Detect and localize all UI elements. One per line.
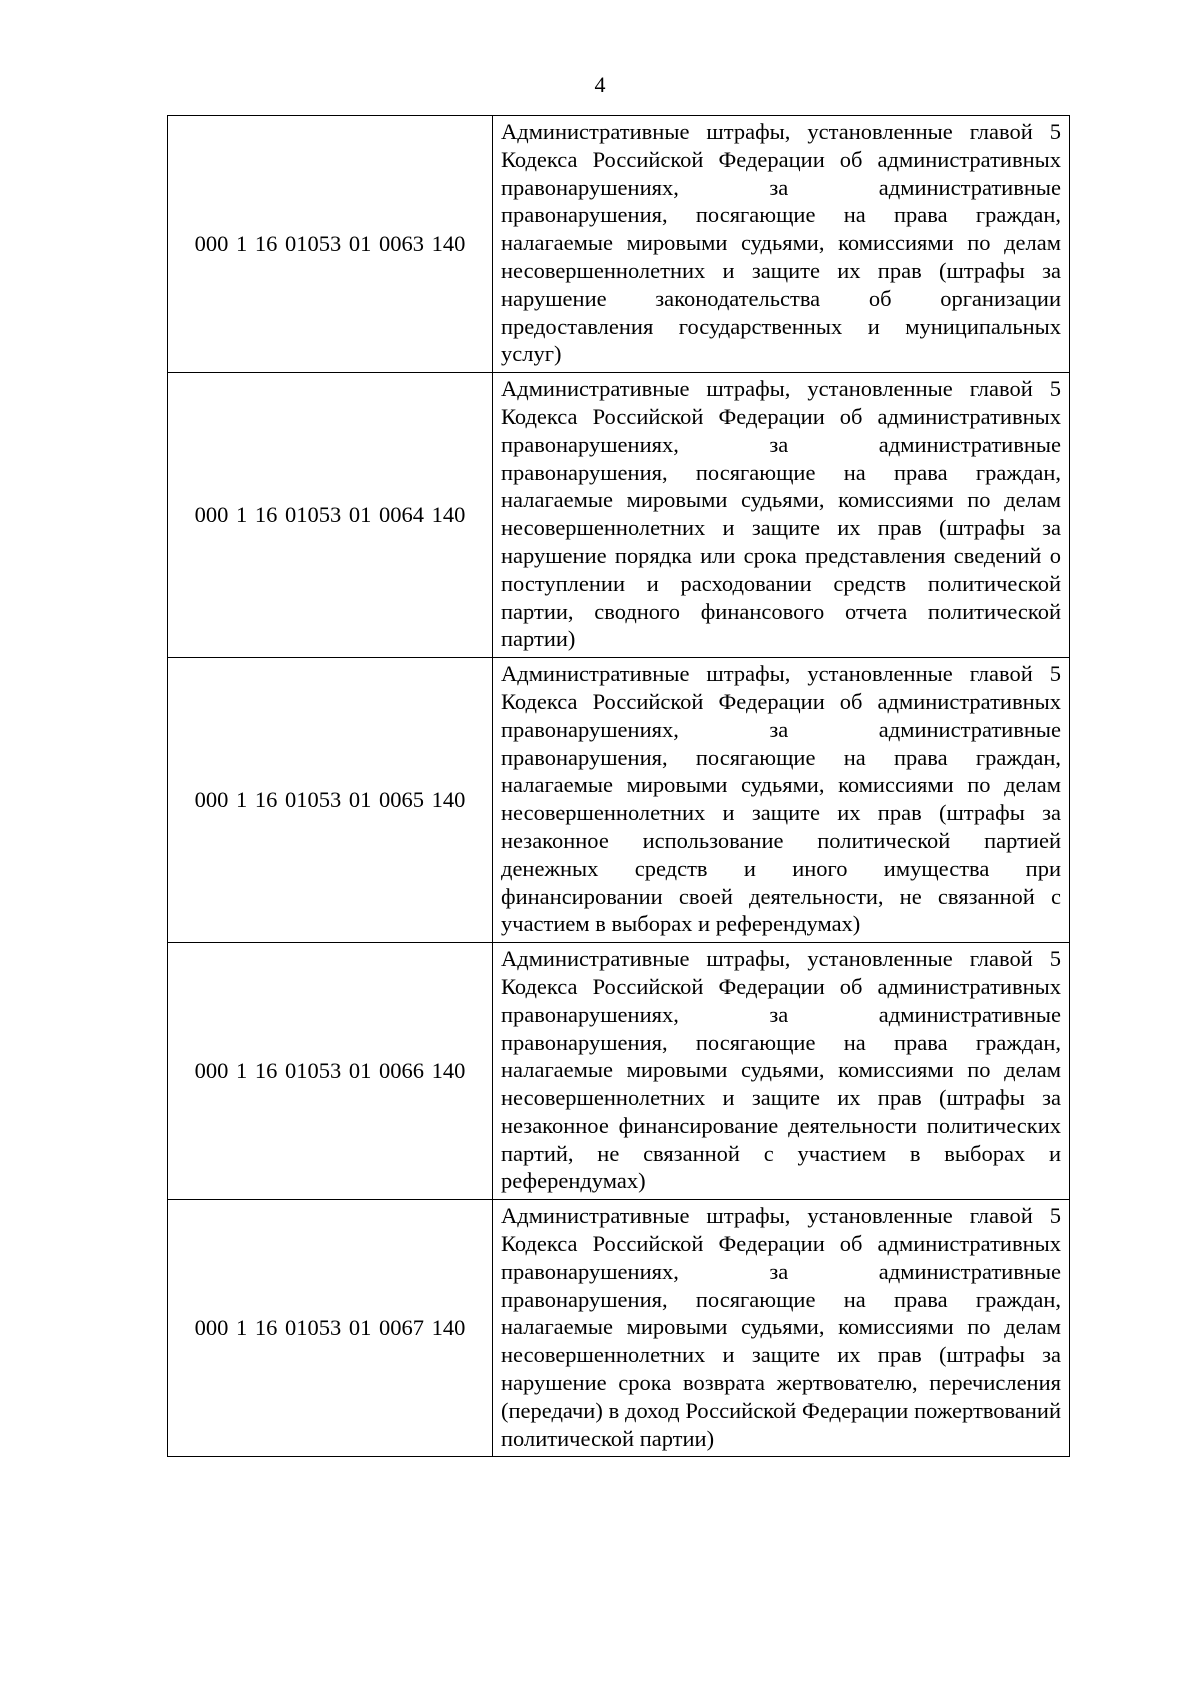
table-row [168,373,1070,658]
budget-code: 000 1 16 01053 01 0067 140 [194,1315,466,1341]
code-cell [168,943,493,1200]
description-cell: Административные штрафы, установленные главой 5 Кодекса Российской Федерации об административных правонарушениях, за административные правонарушения, посягающие на права граждан, налагаемые мировыми судьями, комиссиями по делам несовершеннолетних и защите их прав (штрафы за нарушение срока возврата жертвователю, перечисления (передачи) в доход Российской Федерации пожертвований политической партии) [493,1200,1070,1457]
description-cell: Административные штрафы, установленные главой 5 Кодекса Российской Федерации об административных правонарушениях, за административные правонарушения, посягающие на права граждан, налагаемые мировыми судьями, комиссиями по делам несовершеннолетних и защите их прав (штрафы за незаконное финансирование деятельности политических партий, не связанной с участием в выборах и референдумах) [493,943,1070,1200]
page-number: 4 [594,72,606,97]
budget-code: 000 1 16 01053 01 0063 140 [194,231,466,257]
budget-codes-table [167,115,1070,1457]
code-cell [168,1200,493,1457]
table-row [168,1200,1070,1457]
description-cell: Административные штрафы, установленные главой 5 Кодекса Российской Федерации об административных правонарушениях, за административные правонарушения, посягающие на права граждан, налагаемые мировыми судьями, комиссиями по делам несовершеннолетних и защите их прав (штрафы за нарушение законодательства об организации предоставления государственных и муниципальных услуг) [493,116,1070,373]
table-row [168,116,1070,373]
table-row [168,943,1070,1200]
description-cell: Административные штрафы, установленные главой 5 Кодекса Российской Федерации об административных правонарушениях, за административные правонарушения, посягающие на права граждан, налагаемые мировыми судьями, комиссиями по делам несовершеннолетних и защите их прав (штрафы за незаконное использование политической партией денежных средств и иного имущества при финансировании своей деятельности, не связанной с участием в выборах и референдумах) [493,658,1070,943]
table-body [168,116,1070,1457]
description-cell: Административные штрафы, установленные главой 5 Кодекса Российской Федерации об административных правонарушениях, за административные правонарушения, посягающие на права граждан, налагаемые мировыми судьями, комиссиями по делам несовершеннолетних и защите их прав (штрафы за нарушение порядка или срока представления сведений о поступлении и расходовании средств политической партии, сводного финансового отчета политической партии) [493,373,1070,658]
code-cell [168,373,493,658]
budget-code: 000 1 16 01053 01 0064 140 [194,502,466,528]
code-cell [168,658,493,943]
code-cell [168,116,493,373]
table-row [168,658,1070,943]
budget-code: 000 1 16 01053 01 0066 140 [194,1058,466,1084]
budget-code: 000 1 16 01053 01 0065 140 [194,787,466,813]
